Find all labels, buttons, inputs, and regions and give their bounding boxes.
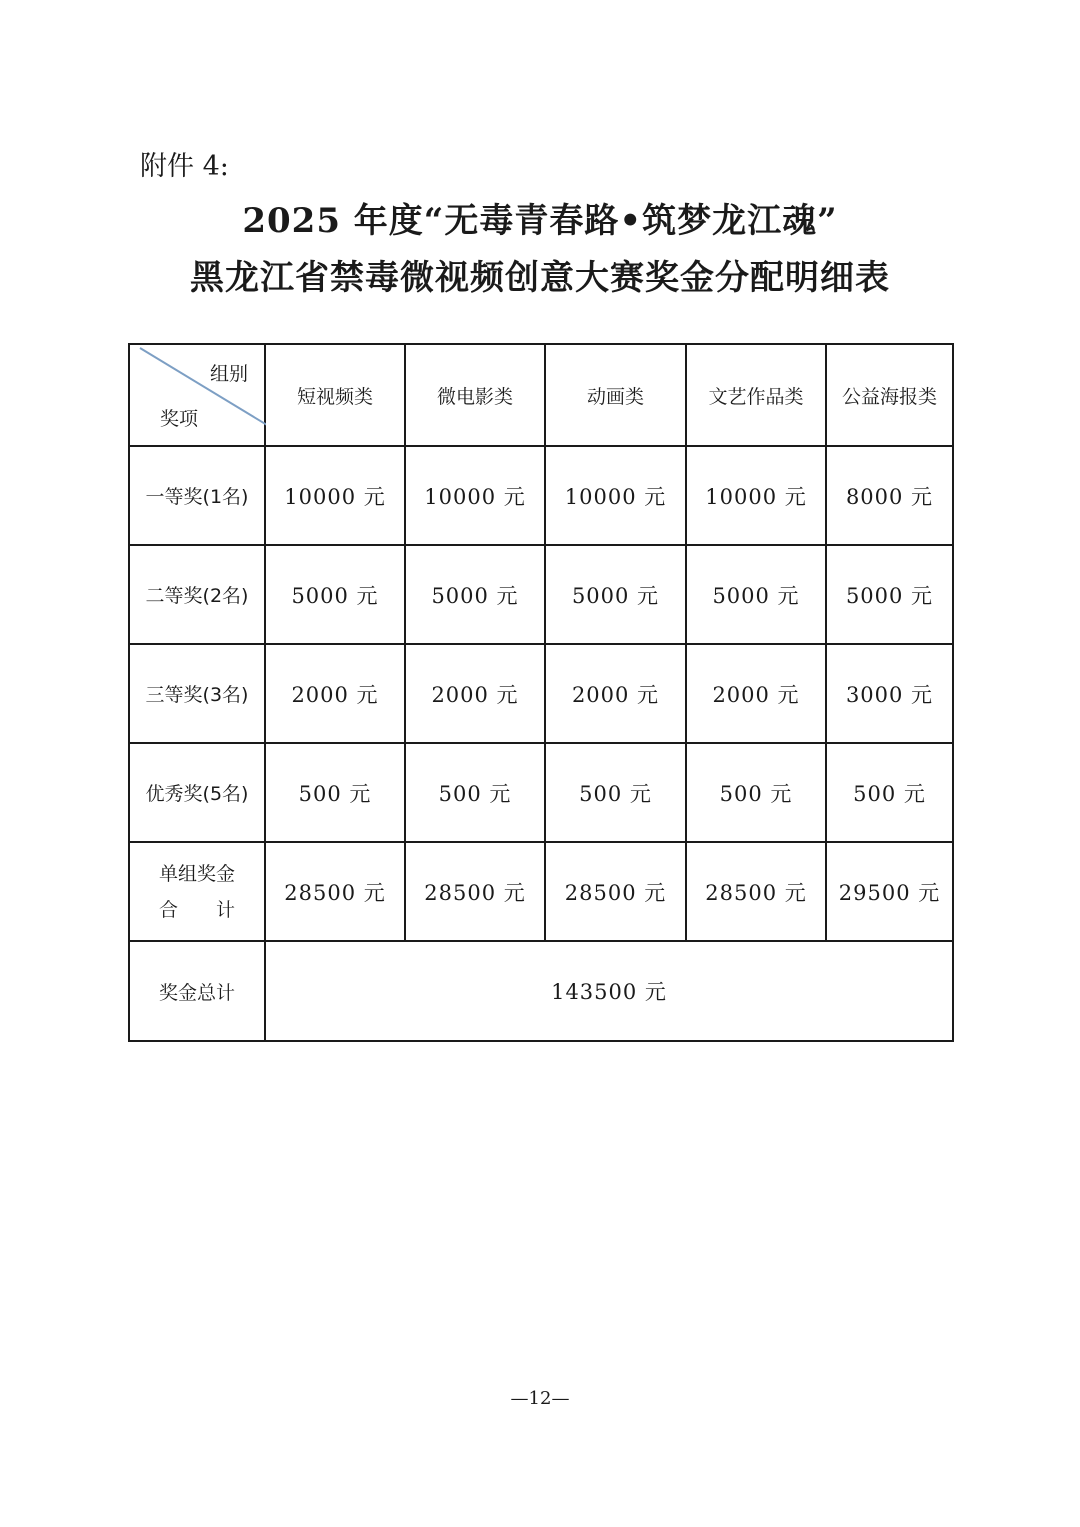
row-label: 一等奖(1名) xyxy=(129,446,265,545)
subtotal-label-line-1: 单组奖金 xyxy=(158,862,235,885)
total-value: 143500 元 xyxy=(265,941,953,1041)
column-header: 短视频类 xyxy=(265,344,405,446)
row-label: 优秀奖(5名) xyxy=(129,743,265,842)
total-label: 奖金总计 xyxy=(129,941,265,1041)
corner-award-label: 奖项 xyxy=(160,408,199,430)
table-cell: 8000 元 xyxy=(826,446,953,545)
corner-header-cell xyxy=(129,344,265,446)
table-cell: 500 元 xyxy=(545,743,686,842)
subtotal-label-cell xyxy=(129,842,265,941)
page-number: —12— xyxy=(510,1388,570,1409)
table-cell: 500 元 xyxy=(405,743,545,842)
table-cell: 2000 元 xyxy=(686,644,826,743)
table-cell: 5000 元 xyxy=(405,545,545,644)
table-cell: 2000 元 xyxy=(545,644,686,743)
subtotal-cell: 28500 元 xyxy=(686,842,826,941)
subtotal-label-line-2: 合 计 xyxy=(158,898,235,921)
document-title-line-2: 黑龙江省禁毒微视频创意大赛奖金分配明细表 xyxy=(190,258,890,298)
table-header-row xyxy=(129,344,953,446)
document-title-line-1: 2025 年度“无毒青春路•筑梦龙江魂” xyxy=(242,201,838,241)
table-cell: 5000 元 xyxy=(265,545,405,644)
table-row xyxy=(129,545,953,644)
table-cell: 5000 元 xyxy=(826,545,953,644)
table-row xyxy=(129,743,953,842)
table-cell: 3000 元 xyxy=(826,644,953,743)
table-cell: 500 元 xyxy=(265,743,405,842)
column-header: 动画类 xyxy=(545,344,686,446)
table-cell: 10000 元 xyxy=(405,446,545,545)
subtotal-cell: 28500 元 xyxy=(405,842,545,941)
column-header: 文艺作品类 xyxy=(686,344,826,446)
column-header: 微电影类 xyxy=(405,344,545,446)
subtotal-cell: 28500 元 xyxy=(265,842,405,941)
table-cell: 10000 元 xyxy=(686,446,826,545)
corner-group-label: 组别 xyxy=(209,363,248,385)
table-cell: 10000 元 xyxy=(265,446,405,545)
attachment-label: 附件 4: xyxy=(140,151,229,182)
table-cell: 500 元 xyxy=(826,743,953,842)
table-cell: 2000 元 xyxy=(405,644,545,743)
subtotal-cell: 28500 元 xyxy=(545,842,686,941)
total-row xyxy=(129,941,953,1041)
table-row xyxy=(129,644,953,743)
table-cell: 10000 元 xyxy=(545,446,686,545)
column-header: 公益海报类 xyxy=(826,344,953,446)
table-cell: 5000 元 xyxy=(686,545,826,644)
row-label: 二等奖(2名) xyxy=(129,545,265,644)
prize-distribution-table xyxy=(128,343,954,1042)
table-cell: 500 元 xyxy=(686,743,826,842)
row-label: 三等奖(3名) xyxy=(129,644,265,743)
table-cell: 2000 元 xyxy=(265,644,405,743)
subtotal-row xyxy=(129,842,953,941)
subtotal-cell: 29500 元 xyxy=(826,842,953,941)
table-row xyxy=(129,446,953,545)
table-cell: 5000 元 xyxy=(545,545,686,644)
